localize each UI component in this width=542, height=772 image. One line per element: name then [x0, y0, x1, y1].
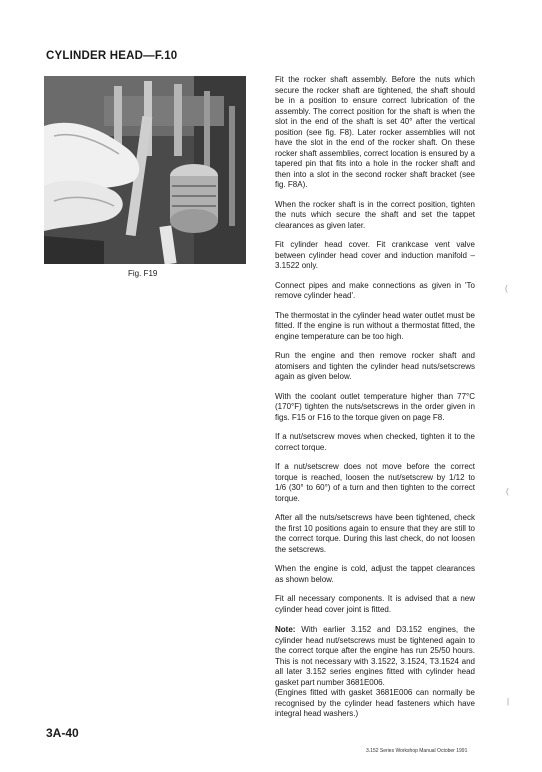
- footer-manual-title: 3.152 Series Workshop Manual October 1991: [366, 748, 468, 754]
- paragraph: Fit cylinder head cover. Fit crankcase vent valve between cylinder head cover and induction manifold – 3.1522 only.: [275, 240, 475, 270]
- paragraph: If a nut/setscrew moves when checked, tighten it to the correct torque.: [275, 432, 475, 452]
- paragraph: When the engine is cold, adjust the tappet clearances as shown below.: [275, 564, 475, 584]
- note-block: [275, 625, 475, 720]
- note-label: Note:: [275, 625, 296, 634]
- margin-mark: (: [506, 487, 509, 496]
- margin-mark: (: [505, 284, 508, 293]
- paragraph: With the coolant outlet temperature higher than 77°C (170°F) tighten the nuts/setscrews in the order given in figs. F15 or F16 to the torque given on page F8.: [275, 391, 475, 422]
- paragraph: Fit all necessary components. It is advised that a new cylinder head cover joint is fitted.: [275, 594, 475, 614]
- section-title: CYLINDER HEAD—F.10: [46, 50, 178, 62]
- paragraph: The thermostat in the cylinder head water outlet must be fitted. If the engine is run without a thermostat fitted, the engine temperature can be too high.: [275, 310, 475, 341]
- paragraph: After all the nuts/setscrews have been tightened, check the first 10 positions again to ensure that they are still to the correct torque. During this last check, do not loosen the setscrews.: [275, 513, 475, 554]
- page-number: 3A-40: [46, 726, 79, 740]
- engine-photo: [44, 76, 246, 264]
- margin-mark: |: [507, 697, 510, 706]
- body-text-column: [275, 75, 475, 720]
- paragraph: If a nut/setscrew does not move before the correct torque is reached, loosen the nut/setscrew by 1/12 to 1/6 (30° to 60°) of a turn and then tighten to the correct torque.: [275, 462, 475, 503]
- figure-caption: Fig. F19: [128, 269, 158, 278]
- paragraph: Run the engine and then remove rocker shaft and atomisers and tighten the cylinder head nuts/setscrews again as given below.: [275, 351, 475, 381]
- paragraph: Fit the rocker shaft assembly. Before the nuts which secure the rocker shaft are tightened, the shaft should be in a position to ensure correct lubrication of the assembly. The correct position for the shaft is when the slot in the end of the shaft is set 40° after the vertical position (see fig. F8). Later rocker assemblies will not have the slot in the end of the rocker shaft. On these rocker shaft assemblies, correct location is ensured by a tapered pin that fits into a hole in the rocker shaft and then into a slot in the second rocker shaft bracket (see fig. F8A).: [275, 75, 475, 189]
- note-paragraph: [275, 625, 475, 688]
- note-extra: (Engines fitted with gasket 3681E006 can normally be recognised by the cylinder head fasteners which have integral head washers.): [275, 688, 475, 718]
- paragraph: Connect pipes and make connections as given in 'To remove cylinder head'.: [275, 280, 475, 300]
- note-text: With earlier 3.152 and D3.152 engines, the cylinder head nut/setscrews must be tightened again to the correct torque after the engine has run 25/50 hours. This is not necessary with 3.1522, 3.1524, T3.1524 and all later 3.152 series engines fitted with cylinder head gasket part number 3681E006.: [275, 625, 475, 687]
- engine-photo-illustration: [44, 76, 246, 264]
- paragraph: When the rocker shaft is in the correct position, tighten the nuts which secure the shaft and set the tappet clearances as given later.: [275, 199, 475, 230]
